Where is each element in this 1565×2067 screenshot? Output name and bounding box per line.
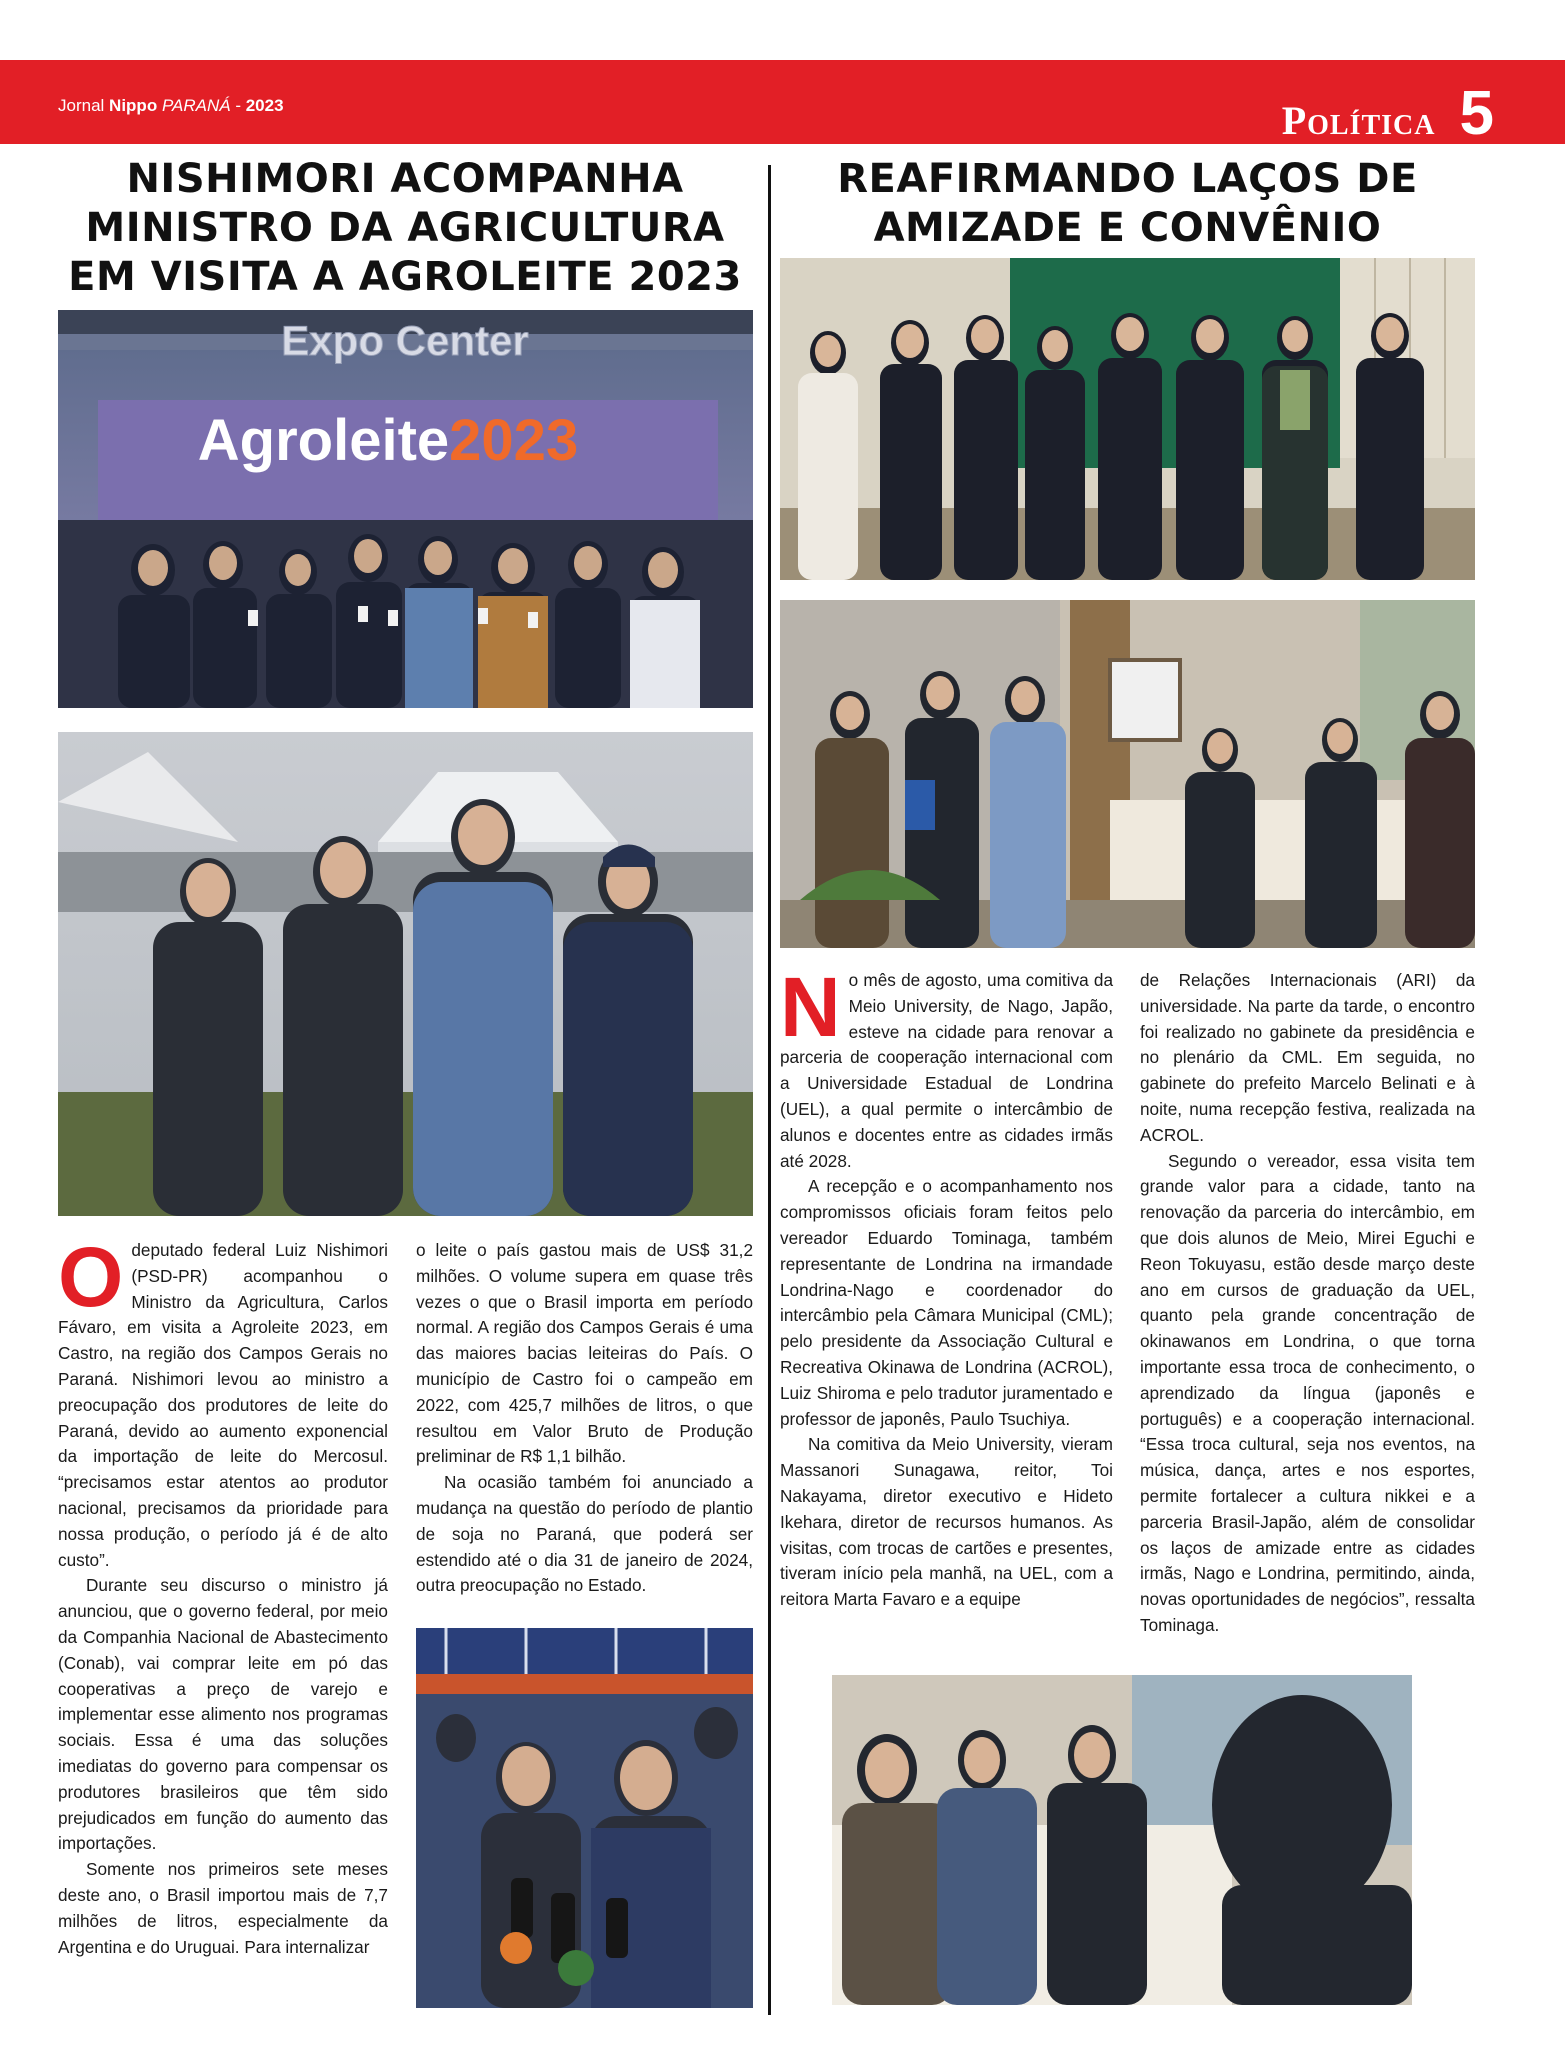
- right-article-paragraph-5: Segundo o vereador, essa visita tem grande valor para a cidade, tanto na renovação da parceria do intercâmbio, em que dois alunos de Meio, Mirei Eguchi e Reon Tokuyasu, estão desde março deste ano em cursos de graduação da UEL, quanto pela grande concentração de okinawanos em Londrina, o que torna importante essa troca de conhecimento, o aprendizado da língua (japonês e português) e a cooperação internacional. “Essa troca cultural, seja nos eventos, na música, dança, artes e nos esportes, permite fortalecer a cultura nikkei e a parceria Brasil-Japão, além de consolidar os laços de amizade entre as cidades irmãs, Nago e Londrina, permitindo, ainda, novas oportunidades de negócios”, ressalta Tominaga.: [1140, 1150, 1475, 1635]
- left-article-paragraph-5: Na ocasião também foi anunciado a mudança na questão do período de plantio de soja no Paraná, que poderá ser estendido até o dia 31 de janeiro de 2024, outra preocupação no Estado.: [416, 1472, 753, 1596]
- right-article-paragraph-3: Na comitiva da Meio University, vieram Massanori Sunagawa, reitor, Toi Nakayama, diretor executivo e Hideto Ikehara, diretor de recursos humanos. As visitas, com trocas de cartões e presentes, tiveram início pela manhã, na UEL, com a reitora Marta Favaro e a equipe: [780, 1434, 1113, 1610]
- expo-center-sign: Expo Center: [281, 317, 529, 364]
- right-headline: REAFIRMANDO LAÇOS DE AMIZADE E CONVÊNIO: [837, 156, 1418, 251]
- masthead-separator: -: [230, 96, 246, 115]
- right-article-paragraph-1-text: o mês de agosto, uma comitiva da Meio University, de Nago, Japão, esteve na cidade para renovar a parceria de cooperação internacional com a Universidade Estadual de Londrina (UEL), a qual permite o intercâmbio de alunos e docentes entre as cidades irmãs até 2028.: [780, 970, 1113, 1171]
- left-article-column-2: [416, 1238, 753, 1599]
- page-number: 5: [1459, 79, 1495, 148]
- masthead-year: 2023: [245, 96, 284, 115]
- right-article-paragraph-1: [780, 960, 1113, 1174]
- agroleite-sign-year: 2023: [449, 408, 579, 473]
- masthead: [58, 96, 284, 116]
- left-article-column-1: [58, 1230, 388, 1960]
- left-headline: NISHIMORI ACOMPANHA MINISTRO DA AGRICULTURA EM VISITA A AGROLEITE 2023: [68, 156, 742, 300]
- agroleite-sign: Agroleite: [197, 408, 450, 473]
- left-dropcap: O: [58, 1230, 124, 1324]
- agroleite-stage-photo: [58, 310, 753, 708]
- four-men-outdoor-photo: [58, 732, 753, 1216]
- masthead-name: Nippo: [109, 96, 158, 115]
- right-article-paragraph-2: A recepção e o acompanhamento nos compromissos oficiais foram feitos pelo vereador Eduardo Tominaga, também representante de Londrina na irmandade Londrina-Nago e coordenador do intercâmbio pela Câmara Municipal (CML); pelo presidente da Associação Cultural e Recreativa Okinawa de Londrina (ACROL), Luiz Shiroma e pelo tradutor juramentado e professor de japonês, Paulo Tsuchiya.: [780, 1176, 1113, 1429]
- section-heading: [1282, 78, 1495, 149]
- university-group-photo: [780, 258, 1475, 580]
- left-article-paragraph-4: o leite o país gastou mais de US$ 31,2 milhões. O volume supera em quase três vezes o que o Brasil importa em período normal. A região dos Campos Gerais é uma das maiores bacias leiteiras do País. O município de Castro foi o campeão em 2022, com 425,7 milhões de litros, o que resultou em Valor Bruto de Produção preliminar de R$ 1,1 bilhão.: [416, 1240, 753, 1467]
- right-article-column-1: [780, 960, 1113, 1613]
- svg-text:Agroleite2023: [198, 408, 578, 473]
- section-title: Política: [1281, 98, 1436, 143]
- press-interview-photo: [416, 1628, 753, 2008]
- masthead-prefix: Jornal: [58, 96, 105, 115]
- office-handshake-photo: [780, 600, 1475, 948]
- left-article-paragraph-3: Somente nos primeiros sete meses deste ano, o Brasil importou mais de 7,7 milhões de litros, especialmente da Argentina e do Uruguai. Para internalizar: [58, 1859, 388, 1957]
- right-article-column-2: [1140, 968, 1475, 1639]
- seated-meeting-photo: [832, 1675, 1412, 2005]
- masthead-region: PARANÁ: [161, 96, 231, 115]
- left-article-paragraph-2: Durante seu discurso o ministro já anunciou, que o governo federal, por meio da Companhia Nacional de Abastecimento (Conab), vai comprar leite em pó das cooperativas a preço de varejo e implementar esse alimento nos programas sociais. Essa é uma das soluções imediatas do governo para compensar os produtores brasileiros que têm sido prejudicados em função do aumento das importações.: [58, 1575, 388, 1854]
- left-article-paragraph-1: [58, 1230, 388, 1573]
- right-article-paragraph-4: de Relações Internacionais (ARI) da universidade. Na parte da tarde, o encontro foi realizado no gabinete da presidência e no plenário da CML. Em seguida, no gabinete do prefeito Marcelo Belinati e à noite, numa recepção festiva, realizada na ACROL.: [1140, 970, 1475, 1145]
- right-dropcap: N: [780, 960, 841, 1054]
- column-divider: [768, 165, 771, 2015]
- left-article-paragraph-1-text: deputado federal Luiz Nishimori (PSD-PR) acompanhou o Ministro da Agricultura, Carlos Fávaro, em visita a Agroleite 2023, em Castro, na região dos Campos Gerais no Paraná. Nishimori levou ao ministro a preocupação dos produtores de leite do Paraná, devido ao aumento exponencial da importação de leite do Mercosul. “precisamos estar atentos ao produtor nacional, precisamos da prioridade para nossa produção, o período já é de alto custo”.: [58, 1240, 388, 1570]
